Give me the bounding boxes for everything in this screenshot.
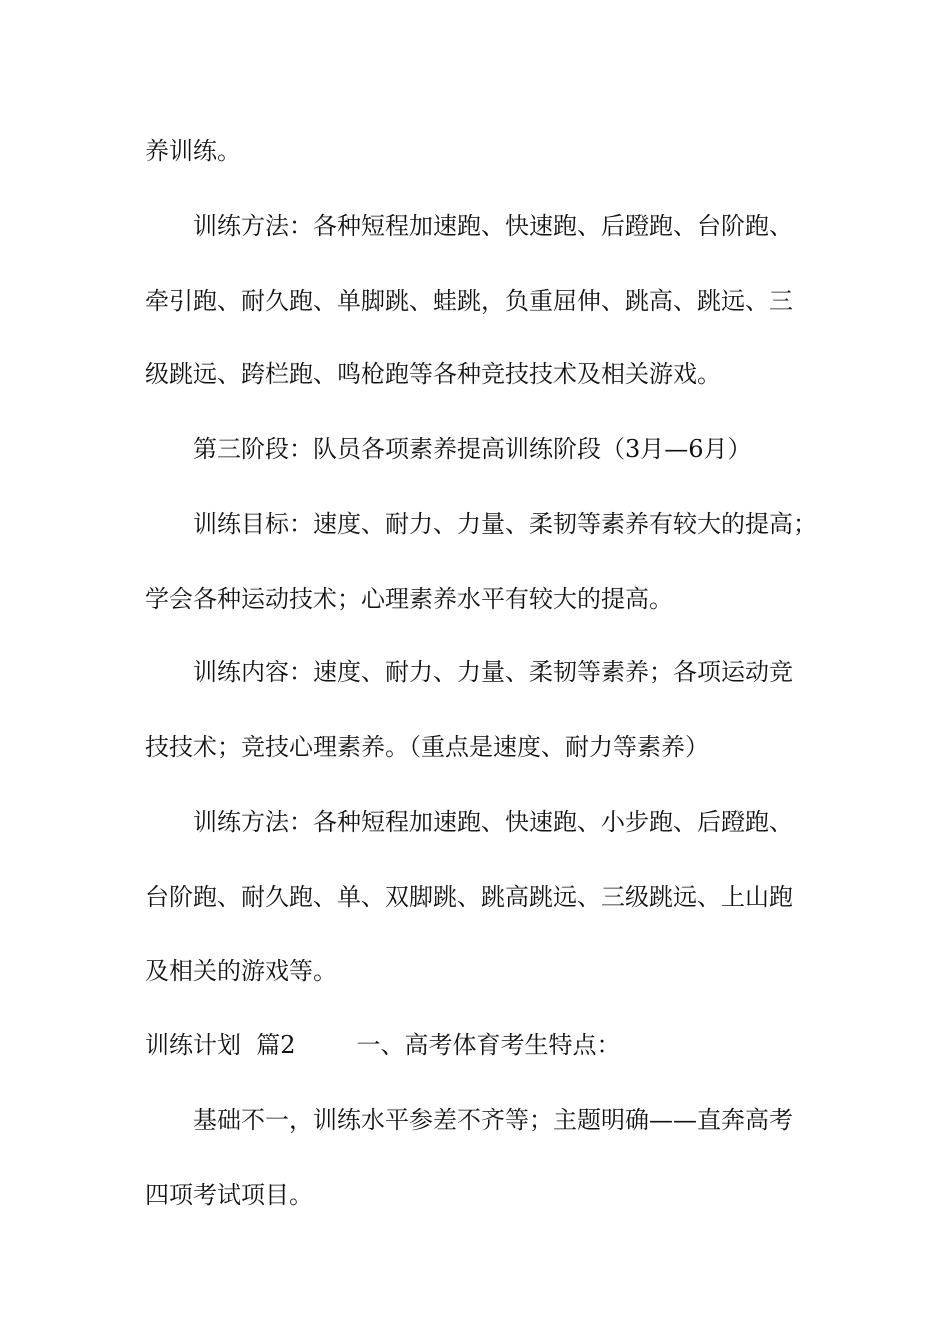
text-line: 及相关的游戏等。: [145, 957, 337, 985]
stage-three-heading: 第三阶段：队员各项素养提高训练阶段（3月—6月）: [193, 435, 752, 463]
text-line: 学会各种运动技术；心理素养水平有较大的提高。: [145, 585, 673, 613]
text-line: 四项考试项目。: [145, 1181, 313, 1209]
paragraph-student-traits: 基础不一，训练水平参差不齐等；主题明确——直奔高考: [193, 1106, 793, 1134]
text-line: 技技术；竞技心理素养。（重点是速度、耐力等素养）: [145, 733, 709, 761]
paragraph-training-methods-1: 训练方法：各种短程加速跑、快速跑、后蹬跑、台阶跑、: [193, 212, 793, 240]
text-line: 牵引跑、耐久跑、单脚跳、蛙跳，负重屈伸、跳高、跳远、三: [145, 287, 793, 315]
section-heading-plan-2: 训练计划 篇2 一、高考体育考生特点：: [145, 1031, 621, 1059]
text-line: 级跳远、跨栏跑、鸣枪跑等各种竞技技术及相关游戏。: [145, 360, 721, 388]
text-line: 台阶跑、耐久跑、单、双脚跳、跳高跳远、三级跳远、上山跑: [145, 883, 793, 911]
text-line: 养训练。: [145, 137, 241, 165]
paragraph-training-goals: 训练目标：速度、耐力、力量、柔韧等素养有较大的提高；: [193, 510, 817, 538]
paragraph-training-methods-2: 训练方法：各种短程加速跑、快速跑、小步跑、后蹬跑、: [193, 808, 793, 836]
paragraph-training-content: 训练内容：速度、耐力、力量、柔韧等素养；各项运动竞: [193, 658, 793, 686]
